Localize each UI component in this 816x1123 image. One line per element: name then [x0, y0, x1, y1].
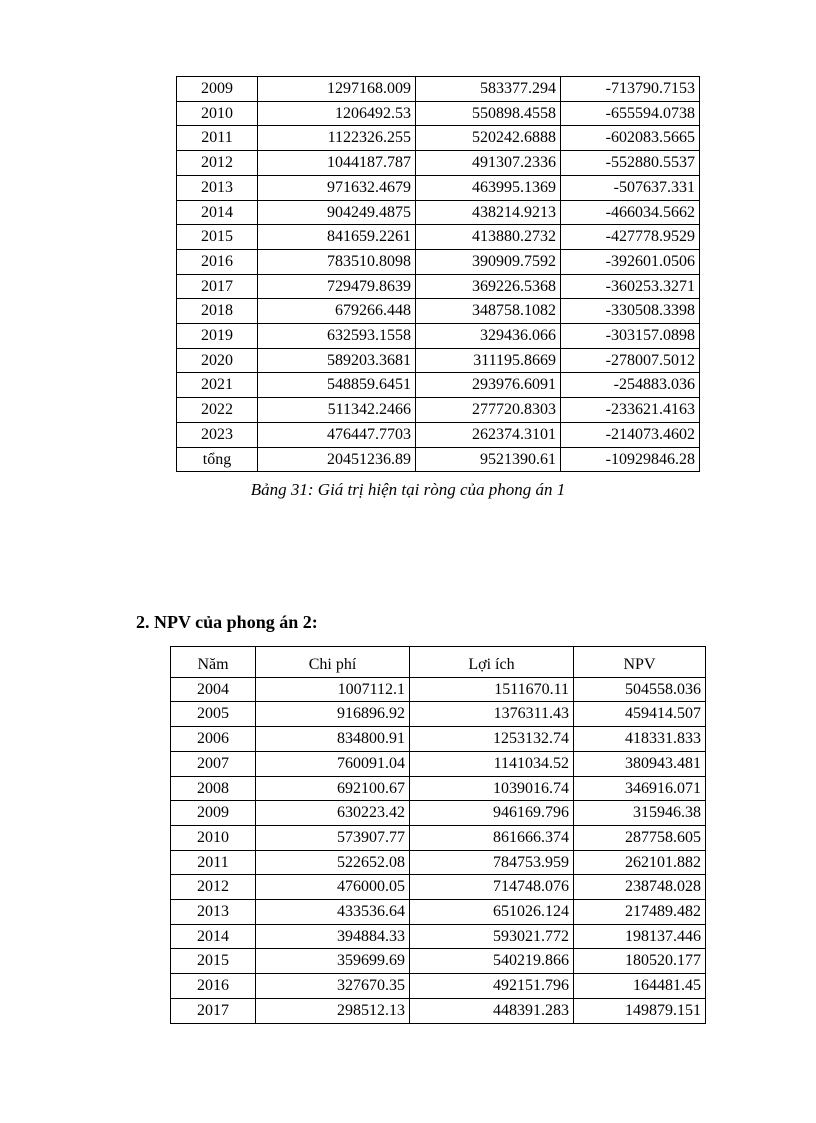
cell-cost: 20451236.89 — [258, 447, 416, 472]
cell-cost: 511342.2466 — [258, 398, 416, 423]
table-row — [171, 949, 706, 974]
cell-npv: 262101.882 — [574, 850, 706, 875]
cell-npv: 164481.45 — [574, 974, 706, 999]
cell-benefit: 463995.1369 — [416, 175, 561, 200]
cell-npv: 198137.446 — [574, 924, 706, 949]
cell-year: 2011 — [171, 850, 256, 875]
cell-npv: -552880.5537 — [561, 151, 700, 176]
cell-year: 2013 — [177, 175, 258, 200]
cell-npv: -303157.0898 — [561, 324, 700, 349]
cell-benefit: 1253132.74 — [410, 727, 574, 752]
cell-npv: 287758.605 — [574, 825, 706, 850]
cell-cost: 433536.64 — [256, 900, 410, 925]
table-row — [177, 324, 700, 349]
cell-benefit: 329436.066 — [416, 324, 561, 349]
cell-npv: 380943.481 — [574, 751, 706, 776]
cell-npv: -427778.9529 — [561, 225, 700, 250]
cell-benefit: 593021.772 — [410, 924, 574, 949]
cell-benefit: 583377.294 — [416, 77, 561, 102]
table-row — [177, 249, 700, 274]
cell-benefit: 369226.5368 — [416, 274, 561, 299]
cell-year: 2016 — [171, 974, 256, 999]
cell-cost: 1206492.53 — [258, 101, 416, 126]
cell-year: 2017 — [177, 274, 258, 299]
cell-cost: 548859.6451 — [258, 373, 416, 398]
cell-benefit: 714748.076 — [410, 875, 574, 900]
section-heading: 2. NPV của phong án 2: — [136, 612, 318, 632]
table-row — [171, 900, 706, 925]
table-row — [171, 825, 706, 850]
table2-body — [171, 677, 706, 1023]
cell-npv: 217489.482 — [574, 900, 706, 925]
cell-benefit: 277720.8303 — [416, 398, 561, 423]
cell-cost: 841659.2261 — [258, 225, 416, 250]
cell-npv: -330508.3398 — [561, 299, 700, 324]
cell-year: 2011 — [177, 126, 258, 151]
table-row — [177, 77, 700, 102]
cell-npv: -713790.7153 — [561, 77, 700, 102]
table-row — [177, 398, 700, 423]
cell-cost: 1007112.1 — [256, 677, 410, 702]
cell-cost: 632593.1558 — [258, 324, 416, 349]
cell-benefit: 293976.6091 — [416, 373, 561, 398]
cell-npv: -278007.5012 — [561, 348, 700, 373]
cell-year: 2008 — [171, 776, 256, 801]
cell-cost: 971632.4679 — [258, 175, 416, 200]
cell-year: 2023 — [177, 422, 258, 447]
cell-year: 2010 — [171, 825, 256, 850]
cell-npv: 315946.38 — [574, 801, 706, 826]
cell-benefit: 1376311.43 — [410, 702, 574, 727]
table-row — [171, 924, 706, 949]
cell-benefit: 946169.796 — [410, 801, 574, 826]
cell-npv: 504558.036 — [574, 677, 706, 702]
table-row — [177, 225, 700, 250]
cell-benefit: 651026.124 — [410, 900, 574, 925]
cell-year: 2005 — [171, 702, 256, 727]
table-row — [177, 175, 700, 200]
table-row — [171, 850, 706, 875]
table-row — [171, 727, 706, 752]
cell-cost: 916896.92 — [256, 702, 410, 727]
cell-year: 2020 — [177, 348, 258, 373]
cell-benefit: 550898.4558 — [416, 101, 561, 126]
cell-year: 2019 — [177, 324, 258, 349]
cell-cost: 476447.7703 — [258, 422, 416, 447]
cell-cost: 904249.4875 — [258, 200, 416, 225]
cell-npv: -254883.036 — [561, 373, 700, 398]
table-row — [177, 200, 700, 225]
cell-year: 2010 — [177, 101, 258, 126]
cell-year: 2012 — [171, 875, 256, 900]
header-year: Năm — [171, 647, 256, 678]
table-row — [177, 447, 700, 472]
table-row — [177, 348, 700, 373]
cell-cost: 729479.8639 — [258, 274, 416, 299]
cell-benefit: 390909.7592 — [416, 249, 561, 274]
cell-benefit: 348758.1082 — [416, 299, 561, 324]
table-row — [177, 101, 700, 126]
cell-benefit: 784753.959 — [410, 850, 574, 875]
cell-benefit: 492151.796 — [410, 974, 574, 999]
cell-year: 2015 — [171, 949, 256, 974]
table-header-row — [171, 647, 706, 678]
table-row — [171, 677, 706, 702]
cell-npv: -233621.4163 — [561, 398, 700, 423]
cell-npv: -360253.3271 — [561, 274, 700, 299]
cell-npv: 346916.071 — [574, 776, 706, 801]
cell-npv: 149879.151 — [574, 998, 706, 1023]
cell-benefit: 438214.9213 — [416, 200, 561, 225]
cell-cost: 760091.04 — [256, 751, 410, 776]
cell-cost: 1044187.787 — [258, 151, 416, 176]
cell-year: 2015 — [177, 225, 258, 250]
table-row — [177, 422, 700, 447]
table-row — [177, 274, 700, 299]
table-row — [177, 151, 700, 176]
cell-year: 2021 — [177, 373, 258, 398]
cell-npv: -466034.5662 — [561, 200, 700, 225]
cell-benefit: 520242.6888 — [416, 126, 561, 151]
cell-benefit: 9521390.61 — [416, 447, 561, 472]
cell-cost: 1122326.255 — [258, 126, 416, 151]
cell-cost: 573907.77 — [256, 825, 410, 850]
cell-npv: -655594.0738 — [561, 101, 700, 126]
header-npv: NPV — [574, 647, 706, 678]
cell-year: 2014 — [171, 924, 256, 949]
cell-cost: 476000.05 — [256, 875, 410, 900]
cell-cost: 679266.448 — [258, 299, 416, 324]
cell-benefit: 1511670.11 — [410, 677, 574, 702]
cell-cost: 298512.13 — [256, 998, 410, 1023]
table-row — [171, 751, 706, 776]
cell-cost: 522652.08 — [256, 850, 410, 875]
cell-year: 2017 — [171, 998, 256, 1023]
table-row — [171, 974, 706, 999]
table-row — [171, 702, 706, 727]
cell-npv: -10929846.28 — [561, 447, 700, 472]
cell-benefit: 861666.374 — [410, 825, 574, 850]
cell-npv: 418331.833 — [574, 727, 706, 752]
npv-table-option-1 — [176, 76, 700, 472]
cell-benefit: 413880.2732 — [416, 225, 561, 250]
cell-year: 2022 — [177, 398, 258, 423]
header-cost: Chi phí — [256, 647, 410, 678]
cell-cost: 589203.3681 — [258, 348, 416, 373]
cell-year: 2004 — [171, 677, 256, 702]
cell-npv: -507637.331 — [561, 175, 700, 200]
npv-table-option-2 — [170, 646, 706, 1024]
cell-year: 2013 — [171, 900, 256, 925]
table-row — [171, 776, 706, 801]
cell-benefit: 540219.866 — [410, 949, 574, 974]
table-row — [177, 373, 700, 398]
cell-year: tổng — [177, 447, 258, 472]
cell-year: 2014 — [177, 200, 258, 225]
table-row — [177, 299, 700, 324]
table1-body — [177, 77, 700, 472]
cell-year: 2016 — [177, 249, 258, 274]
cell-cost: 783510.8098 — [258, 249, 416, 274]
cell-cost: 834800.91 — [256, 727, 410, 752]
cell-npv: -214073.4602 — [561, 422, 700, 447]
cell-benefit: 1141034.52 — [410, 751, 574, 776]
table-row — [171, 998, 706, 1023]
cell-year: 2007 — [171, 751, 256, 776]
cell-cost: 630223.42 — [256, 801, 410, 826]
cell-benefit: 262374.3101 — [416, 422, 561, 447]
cell-npv: 180520.177 — [574, 949, 706, 974]
cell-cost: 394884.33 — [256, 924, 410, 949]
cell-cost: 1297168.009 — [258, 77, 416, 102]
cell-cost: 327670.35 — [256, 974, 410, 999]
table-row — [171, 875, 706, 900]
cell-npv: 238748.028 — [574, 875, 706, 900]
cell-cost: 359699.69 — [256, 949, 410, 974]
cell-npv: -392601.0506 — [561, 249, 700, 274]
table-row — [177, 126, 700, 151]
cell-year: 2012 — [177, 151, 258, 176]
cell-npv: 459414.507 — [574, 702, 706, 727]
header-benefit: Lợi ích — [410, 647, 574, 678]
cell-year: 2018 — [177, 299, 258, 324]
cell-npv: -602083.5665 — [561, 126, 700, 151]
cell-year: 2009 — [171, 801, 256, 826]
cell-year: 2009 — [177, 77, 258, 102]
cell-benefit: 491307.2336 — [416, 151, 561, 176]
table-row — [171, 801, 706, 826]
cell-benefit: 311195.8669 — [416, 348, 561, 373]
cell-benefit: 1039016.74 — [410, 776, 574, 801]
cell-cost: 692100.67 — [256, 776, 410, 801]
cell-year: 2006 — [171, 727, 256, 752]
table-caption: Bảng 31: Giá trị hiện tại ròng của phong án 1 — [250, 480, 566, 499]
cell-benefit: 448391.283 — [410, 998, 574, 1023]
